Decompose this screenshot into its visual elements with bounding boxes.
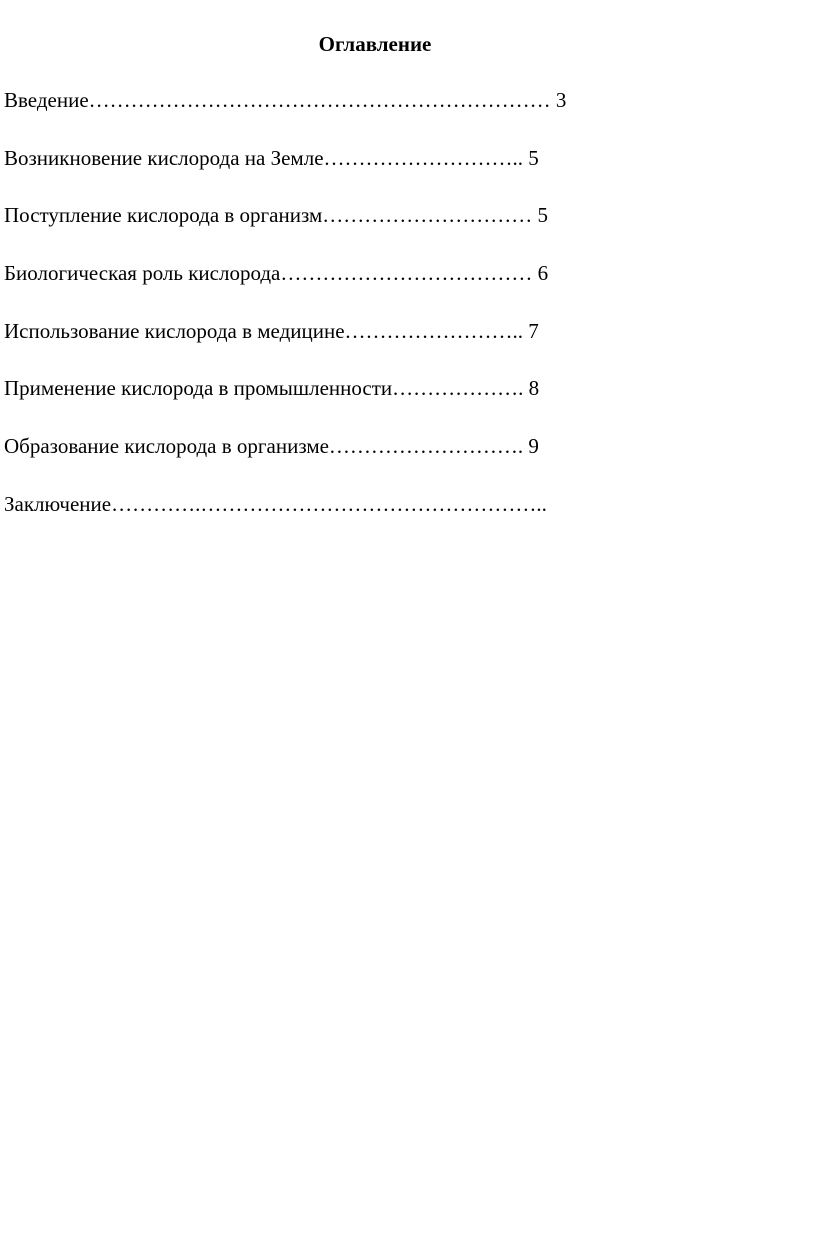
toc-entry-medical-use: Использование кислорода в медицине…………………….. 7 xyxy=(4,318,539,343)
toc-entry-industrial-use: Применение кислорода в промышленности………………. 8 xyxy=(4,376,540,401)
toc-list xyxy=(4,85,566,547)
toc-entry-oxygen-origin-on-earth: Возникновение кислорода на Земле……………………….. 5 xyxy=(4,145,539,170)
toc-entry-introduction: Введение………………………………………………………… 3 xyxy=(4,88,567,112)
toc-entry-oxygen-formation: Образование кислорода в организме………………………. 9 xyxy=(4,434,539,459)
toc-entry-oxygen-intake: Поступление кислорода в организм………………………… 5 xyxy=(4,203,549,228)
toc-entry-conclusion: Заключение………….………………………………………….. xyxy=(4,491,547,516)
toc-title: Оглавление xyxy=(318,32,432,56)
toc-entry-biological-role: Биологическая роль кислорода……………………………… 6 xyxy=(4,261,549,286)
